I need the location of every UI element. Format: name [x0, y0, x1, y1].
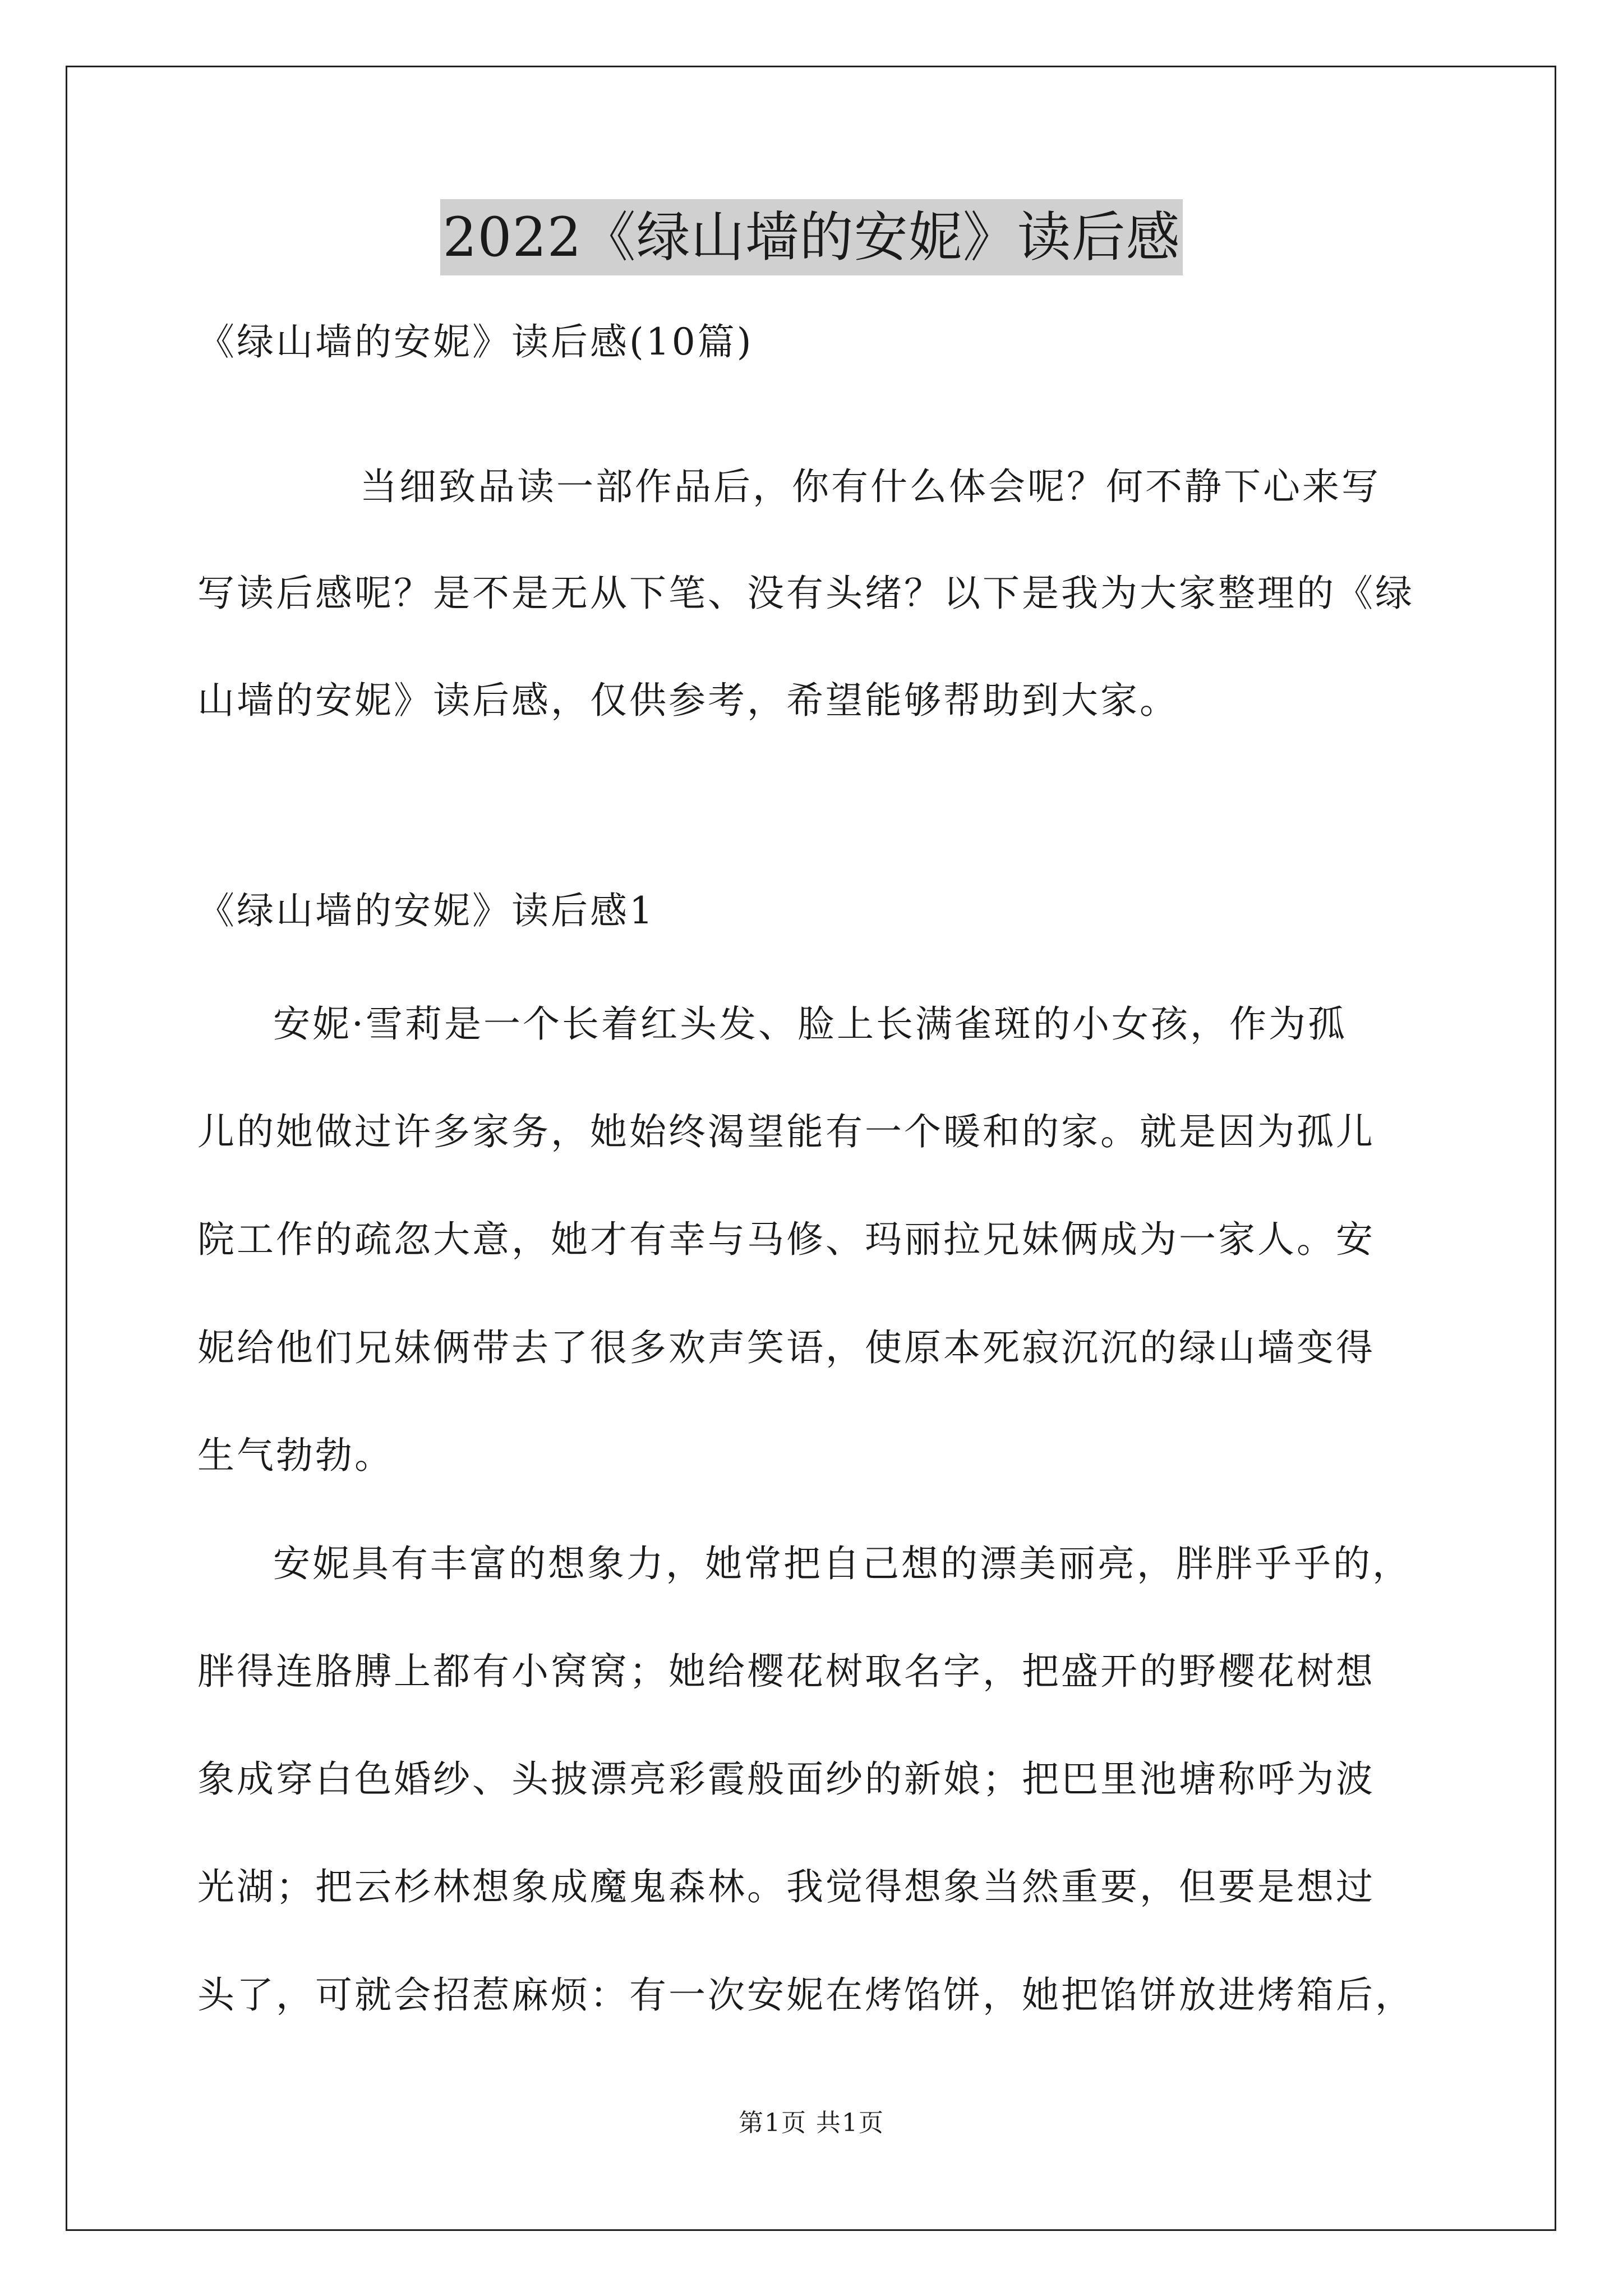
paragraph-line: 院工作的疏忽大意，她才有幸与马修、玛丽拉兄妹俩成为一家人。安 — [197, 1218, 1375, 1261]
paragraph-line: 安妮具有丰富的想象力，她常把自己想的漂美丽亮，胖胖乎乎的， — [273, 1542, 1412, 1585]
intro-line: 当细致品读一部作品后，你有什么体会呢？何不静下心来写 — [360, 465, 1381, 508]
paragraph-line: 安妮·雪莉是一个长着红头发、脸上长满雀斑的小女孩，作为孤 — [273, 1002, 1347, 1046]
intro-line: 山墙的安妮》读后感，仅供参考，希望能够帮助到大家。 — [197, 679, 1179, 722]
paragraph-line: 生气勃勃。 — [197, 1434, 394, 1477]
paragraph-line: 头了，可就会招惹麻烦：有一次安妮在烤馅饼，她把馅饼放进烤箱后， — [197, 1973, 1414, 2017]
paragraph-line: 儿的她做过许多家务，她始终渴望能有一个暖和的家。就是因为孤儿 — [197, 1110, 1375, 1153]
document-subtitle: 《绿山墙的安妮》读后感(10篇) — [197, 320, 754, 364]
paragraph-line: 光湖；把云杉林想象成魔鬼森林。我觉得想象当然重要，但要是想过 — [197, 1865, 1375, 1908]
document-title: 2022《绿山墙的安妮》读后感 — [440, 199, 1182, 275]
paragraph-line: 胖得连胳膊上都有小窝窝；她给樱花树取名字，把盛开的野樱花树想 — [197, 1650, 1375, 1693]
section-heading: 《绿山墙的安妮》读后感1 — [197, 889, 655, 932]
paragraph-line: 象成穿白色婚纱、头披漂亮彩霞般面纱的新娘；把巴里池塘称呼为波 — [197, 1757, 1375, 1801]
paragraph-line: 妮给他们兄妹俩带去了很多欢声笑语，使原本死寂沉沉的绿山墙变得 — [197, 1326, 1375, 1369]
page-footer: 第1页 共1页 — [739, 2109, 884, 2137]
intro-line: 写读后感呢？是不是无从下笔、没有头绪？以下是我为大家整理的《绿 — [197, 572, 1414, 615]
title-container — [0, 199, 1623, 275]
